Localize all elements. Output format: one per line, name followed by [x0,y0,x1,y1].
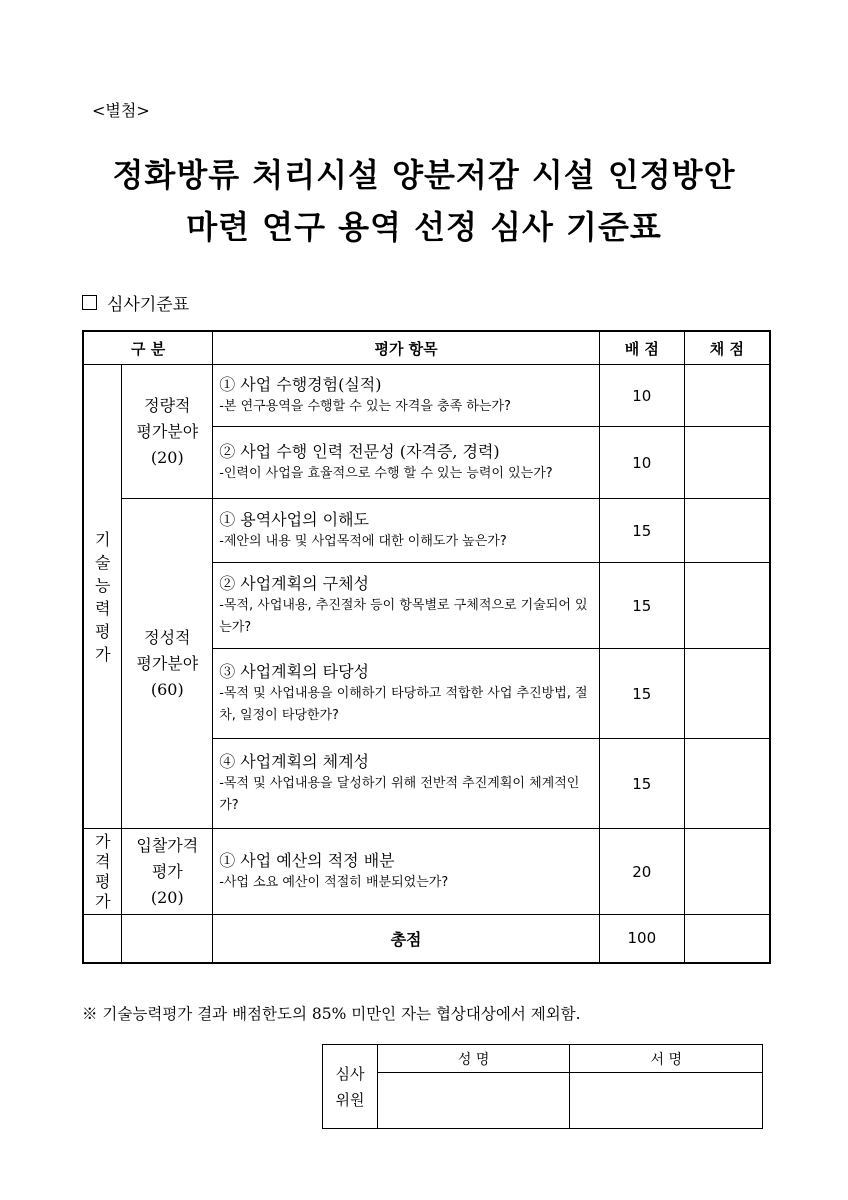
evaluation-item: ① 용역사업의 이해도 -제안의 내용 및 사업목적에 대한 이해도가 높은가? [213,499,600,563]
points-cell: 15 [599,499,684,563]
grading-cell[interactable] [684,829,770,915]
header-category: 구 분 [83,331,213,365]
grading-cell[interactable] [684,563,770,649]
table-row [83,829,770,915]
checkbox-icon [82,295,97,310]
total-points: 100 [599,915,684,963]
group-tech-label: 기 술 능 력 평 가 [83,365,122,829]
empty-cell [83,915,122,963]
footnote: ※ 기술능력평가 결과 배점한도의 85% 미만인 자는 협상대상에서 제외함. [82,1005,581,1023]
points-cell: 15 [599,563,684,649]
table-header-row [83,331,770,365]
document-title-line1: 정화방류 처리시설 양분저감 시설 인정방안 [112,156,736,194]
section-label: 심사기준표 [107,295,190,315]
total-label: 총점 [213,915,600,963]
evaluation-item: ② 사업계획의 구체성 -목적, 사업내용, 추진절차 등이 항목별로 구체적으로 기술되어 있는가? [213,563,600,649]
points-cell: 10 [599,427,684,499]
grading-cell[interactable] [684,427,770,499]
signature-table [322,1044,763,1129]
evaluation-criteria-table [82,330,771,964]
name-header: 성 명 [377,1045,570,1073]
grading-cell[interactable] [684,499,770,563]
header-grading: 채 점 [684,331,770,365]
table-row [83,499,770,563]
total-row [83,915,770,963]
points-cell: 15 [599,739,684,829]
header-items: 평가 항목 [213,331,600,365]
name-field[interactable] [377,1073,570,1129]
evaluation-item: ① 사업 예산의 적정 배분 -사업 소요 예산이 적절히 배분되었는가? [213,829,600,915]
reviewer-label: 심사 위원 [323,1045,378,1129]
signature-field[interactable] [570,1073,763,1129]
header-points: 배 점 [599,331,684,365]
table-row [83,365,770,427]
section-heading [82,290,189,315]
evaluation-item: ④ 사업계획의 체계성 -목적 및 사업내용을 달성하기 위해 전반적 추진계획이 체계적인가? [213,739,600,829]
sub-price-label: 입찰가격 평가 (20) [122,829,213,915]
points-cell: 20 [599,829,684,915]
points-cell: 15 [599,649,684,739]
empty-cell [122,915,213,963]
sub-qualitative-label: 정성적 평가분야 (60) [122,499,213,829]
evaluation-item: ② 사업 수행 인력 전문성 (자격증, 경력) -인력이 사업을 효율적으로 수행 할 수 있는 능력이 있는가? [213,427,600,499]
document-title-line2: 마련 연구 용역 선정 심사 기준표 [186,208,662,246]
sub-quantitative-label: 정량적 평가분야 (20) [122,365,213,499]
attachment-label: <별첨> [92,101,150,120]
group-price-label: 가 격 평 가 [83,829,122,915]
points-cell: 10 [599,365,684,427]
grading-cell[interactable] [684,365,770,427]
signature-header: 서 명 [570,1045,763,1073]
evaluation-item: ① 사업 수행경험(실적) -본 연구용역을 수행할 수 있는 자격을 충족 하는가? [213,365,600,427]
grading-cell[interactable] [684,649,770,739]
grading-cell[interactable] [684,739,770,829]
total-grading-cell[interactable] [684,915,770,963]
evaluation-item: ③ 사업계획의 타당성 -목적 및 사업내용을 이해하기 타당하고 적합한 사업 추진방법, 절차, 일정이 타당한가? [213,649,600,739]
